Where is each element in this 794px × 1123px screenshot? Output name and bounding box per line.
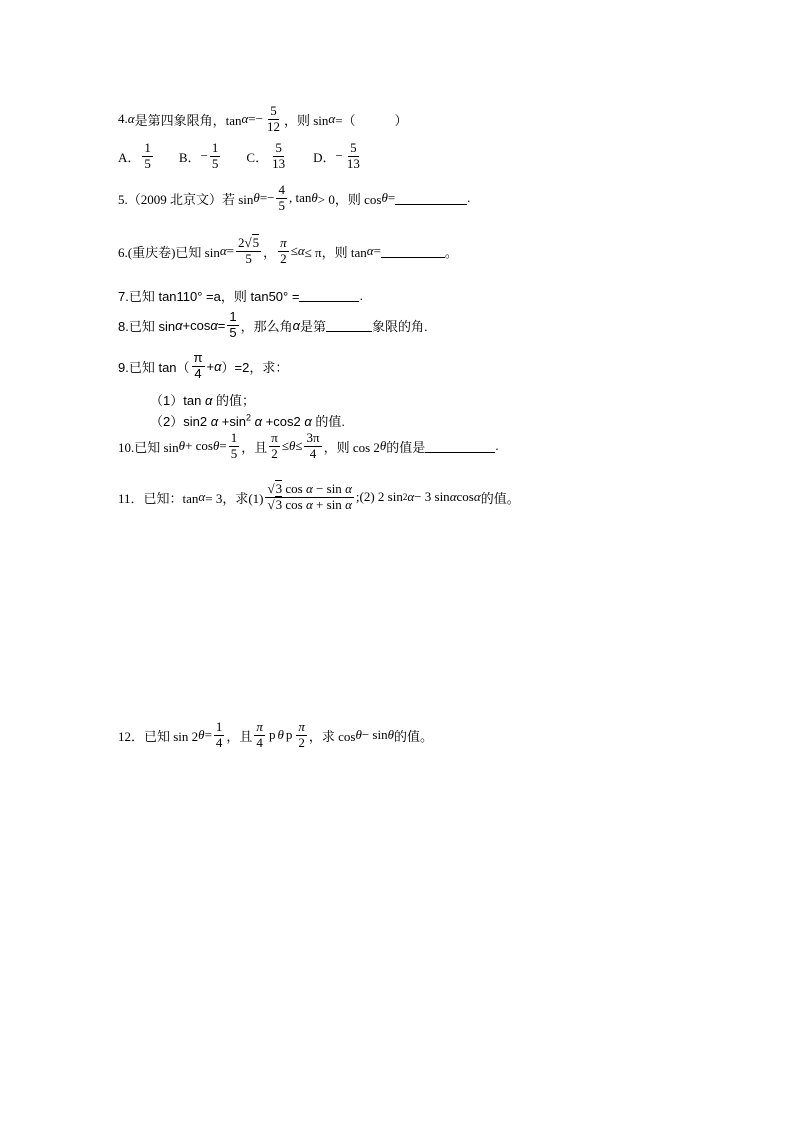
q5-theta: θ <box>253 190 260 206</box>
q9-pi: π <box>193 350 203 365</box>
q9-sub2-b: +sin <box>221 414 246 429</box>
question-8 <box>118 310 428 341</box>
q12-eq: = <box>204 727 212 743</box>
q6-num-coef: 2 <box>238 235 245 250</box>
q12-pi4-num: π <box>256 719 263 734</box>
q10-fraction <box>229 431 240 462</box>
q12-p: p <box>268 727 276 743</box>
q9-pi-fraction <box>192 351 205 382</box>
option-num: 5 <box>275 140 282 155</box>
q11-text1: 11．已知：tan <box>118 490 199 506</box>
option-den: 5 <box>211 155 219 171</box>
q11-den-alpha-2: α <box>345 496 352 512</box>
q9-sub2-alpha: α <box>210 414 219 429</box>
q9-sub2-alpha-3: α <box>304 414 312 429</box>
q10-frac-den: 5 <box>230 445 238 461</box>
q12-pi4-den: 4 <box>256 734 263 750</box>
q9-four: 4 <box>194 365 202 381</box>
q8-text3: 是第 <box>300 318 327 334</box>
q8-alpha-3: α <box>292 317 301 333</box>
option-den: 13 <box>272 155 286 171</box>
q11-text6: 的值。 <box>480 490 520 506</box>
q6-text1: 6.(重庆卷)已知 sin <box>118 244 220 260</box>
q9-alpha: α <box>214 358 222 374</box>
q11-text5: cos <box>456 489 474 505</box>
q11-alpha: α <box>198 489 206 505</box>
q12-minus-sin: − sin <box>361 727 388 743</box>
q11-square: 2 <box>402 492 408 503</box>
q6-sep: ， <box>263 244 277 260</box>
q9-sub2-a: （2）sin2 <box>150 414 208 429</box>
q5-text1: 5.（2009 北京文）若 sin <box>118 191 254 207</box>
q4-eq: =− <box>248 111 263 127</box>
q9-sub1-alpha: α <box>204 393 213 408</box>
q6-answer-blank[interactable] <box>381 245 445 258</box>
q10-text3: ，则 cos 2 <box>323 439 380 455</box>
q4-text1: 是第四象限角，tan <box>134 112 242 128</box>
q7-end: . <box>359 288 364 303</box>
question-6 <box>118 236 458 267</box>
option-num: 5 <box>350 140 357 155</box>
q5-frac-den: 5 <box>278 197 285 213</box>
q4-text2: ，则 sin <box>283 112 329 128</box>
q6-eq2: = <box>373 243 381 259</box>
q6-ineq: ≤ <box>290 243 298 259</box>
q10-frac-num: 1 <box>230 430 238 445</box>
q4-fraction <box>265 104 282 135</box>
question-11 <box>118 482 520 513</box>
q6-num-radicand: 5 <box>252 235 260 250</box>
q11-den-alpha: α <box>305 496 313 512</box>
q10-ineq: ≤ <box>281 438 289 454</box>
q11-alpha-3: α <box>449 489 457 505</box>
q4-number: 4. <box>118 111 128 127</box>
q8-text2: ，那么角 <box>240 318 293 334</box>
q6-end: 。 <box>444 244 458 260</box>
q9-text1: 9.已知 tan（ <box>118 359 190 375</box>
q10-3pi-den: 4 <box>309 445 317 461</box>
option-label: B． <box>178 149 201 165</box>
q4-alpha-2: α <box>241 111 249 127</box>
q12-pi2-den: 2 <box>298 734 305 750</box>
q12-pi4-fraction <box>254 720 265 751</box>
question-10 <box>118 431 499 462</box>
option-fraction <box>345 141 362 172</box>
q8-frac-den: 5 <box>229 324 237 340</box>
q8-text4: 象限的角. <box>372 318 428 334</box>
q4-alpha-3: α <box>328 111 336 127</box>
q5-theta-2: θ <box>311 190 318 206</box>
q11-num-alpha: α <box>305 481 313 496</box>
option-fraction <box>210 141 221 172</box>
q5-text3: > 0，则 cos <box>317 191 382 207</box>
q9-plus: + <box>206 358 215 374</box>
q4-option-d[interactable] <box>313 141 364 172</box>
q6-alpha: α <box>219 243 227 259</box>
q11-text2: = 3，求(1) <box>205 490 264 506</box>
q7-answer-blank[interactable] <box>299 289 359 302</box>
option-fraction <box>270 141 287 172</box>
q10-3pi-fraction <box>304 431 321 462</box>
q10-ineq-2: ≤ <box>295 438 303 454</box>
q12-text4: 的值。 <box>393 728 433 744</box>
q10-pi-num: π <box>271 430 278 445</box>
q6-frac-den: 5 <box>245 250 252 266</box>
q4-option-a[interactable] <box>118 141 155 172</box>
q8-text1: 8.已知 sin <box>118 318 176 334</box>
q11-text4: − 3 sin <box>414 489 450 505</box>
q11-frac-num: √3 cos α − sin α <box>267 481 352 496</box>
option-label: C． <box>246 149 269 165</box>
option-den: 5 <box>144 155 151 171</box>
q10-pi-fraction <box>269 431 280 462</box>
q10-pi-den: 2 <box>271 445 278 461</box>
q8-alpha-2: α <box>210 317 218 333</box>
question-4-options <box>118 141 388 172</box>
q11-num-radicand: 3 <box>275 481 283 496</box>
q12-frac-num: 1 <box>215 719 223 734</box>
q12-theta-3: θ <box>355 727 362 743</box>
q12-frac-den: 4 <box>215 734 223 750</box>
q12-text2: ，且 <box>226 728 253 744</box>
q10-plus: + cos <box>185 438 213 454</box>
q5-answer-blank[interactable] <box>395 192 467 205</box>
q12-pi2-num: π <box>298 719 305 734</box>
q5-theta-3: θ <box>381 190 388 206</box>
q5-fraction <box>276 183 287 214</box>
q4-option-c[interactable] <box>246 141 289 172</box>
q4-alpha: α <box>127 111 135 127</box>
q11-num-cos: cos <box>285 481 303 496</box>
q12-theta-4: θ <box>387 727 394 743</box>
q10-answer-blank[interactable] <box>425 440 495 453</box>
option-sign: − <box>200 148 208 164</box>
q9-sub1-a: （1）tan <box>150 393 202 408</box>
q6-alpha-2: α <box>297 243 305 259</box>
q12-text3: ，求 cos <box>308 728 356 744</box>
q8-frac-num: 1 <box>229 309 237 324</box>
q11-den-cos: cos <box>285 496 303 512</box>
q5-frac-num: 4 <box>278 182 285 197</box>
q8-answer-blank[interactable] <box>326 319 372 332</box>
question-9-part-1 <box>150 390 255 409</box>
q9-sub2-d: +cos2 <box>265 414 301 429</box>
q12-pi2-fraction <box>296 720 307 751</box>
q10-end: . <box>495 438 499 454</box>
q6-pi-num: π <box>280 235 287 250</box>
q11-frac-den: √3 cos α + sin α <box>267 496 352 512</box>
q9-sub1-b: 的值； <box>215 393 255 408</box>
q10-text1: 10.已知 sin <box>118 439 179 455</box>
q12-theta-2: θ <box>277 727 284 743</box>
option-num: 1 <box>144 140 151 155</box>
option-label: A． <box>118 149 141 165</box>
question-12 <box>118 720 433 751</box>
q4-frac-num: 5 <box>270 103 277 118</box>
q6-frac-num: 2√5 <box>238 235 260 250</box>
q10-theta-3: θ <box>288 438 296 454</box>
q5-text4: = <box>387 190 396 206</box>
q4-text3: =（ ） <box>335 112 408 128</box>
q11-fraction <box>265 482 353 513</box>
q4-frac-den: 12 <box>266 118 280 134</box>
q10-theta-4: θ <box>379 438 387 454</box>
q12-text1: 12．已知 sin 2 <box>118 728 199 744</box>
q10-3pi-num: 3π <box>306 430 320 445</box>
q9-sub2-square: 2 <box>245 412 251 423</box>
q9-text2: ）=2，求： <box>221 359 289 375</box>
q8-eq: = <box>217 317 226 333</box>
q6-ineq2: ≤ π，则 tan <box>304 244 367 260</box>
q5-end: . <box>467 190 471 206</box>
q6-eq: = <box>226 243 235 259</box>
q11-alpha-4: α <box>473 489 481 505</box>
option-label: D． <box>313 149 336 165</box>
q8-fraction <box>227 310 238 341</box>
q6-fraction <box>236 236 261 267</box>
question-5 <box>118 183 470 214</box>
q8-alpha: α <box>175 317 183 333</box>
q7-text1: 7.已知 tan110° =a，则 tan50° = <box>118 289 300 304</box>
q11-text3: ;(2) 2 sin <box>355 489 403 505</box>
q11-den-plus-sin: + sin <box>316 496 342 512</box>
q6-pi-den: 2 <box>280 250 287 266</box>
question-9 <box>118 351 288 382</box>
q5-text2: , tan <box>288 190 312 206</box>
question-4 <box>118 104 408 135</box>
q10-text4: 的值是 <box>386 439 426 455</box>
q10-text2: ，且 <box>241 439 268 455</box>
q11-den-radicand: 3 <box>275 496 283 512</box>
q11-num-alpha-2: α <box>345 481 352 496</box>
q12-theta: θ <box>198 727 205 743</box>
q10-theta: θ <box>178 438 186 454</box>
option-den: 13 <box>346 155 360 171</box>
q11-num-minus-sin: − sin <box>316 481 342 496</box>
q6-alpha-3: α <box>366 243 374 259</box>
q12-p-2: p <box>285 727 293 743</box>
question-9-part-2 <box>150 411 345 430</box>
q8-plus: +cos <box>182 317 211 333</box>
q9-sub2-e: 的值. <box>315 414 346 429</box>
q4-option-b[interactable] <box>179 141 223 172</box>
q9-sub2-alpha-2: α <box>254 414 263 429</box>
q11-alpha-2: α <box>407 489 415 505</box>
q10-theta-2: θ <box>212 438 220 454</box>
option-num: 1 <box>211 140 219 155</box>
option-fraction <box>142 141 153 172</box>
question-7 <box>118 286 363 305</box>
q10-eq: = <box>219 438 227 454</box>
q6-pi-fraction <box>278 236 289 267</box>
q12-fraction <box>214 720 225 751</box>
q5-eq: =− <box>259 190 275 206</box>
option-sign: − <box>335 148 343 164</box>
